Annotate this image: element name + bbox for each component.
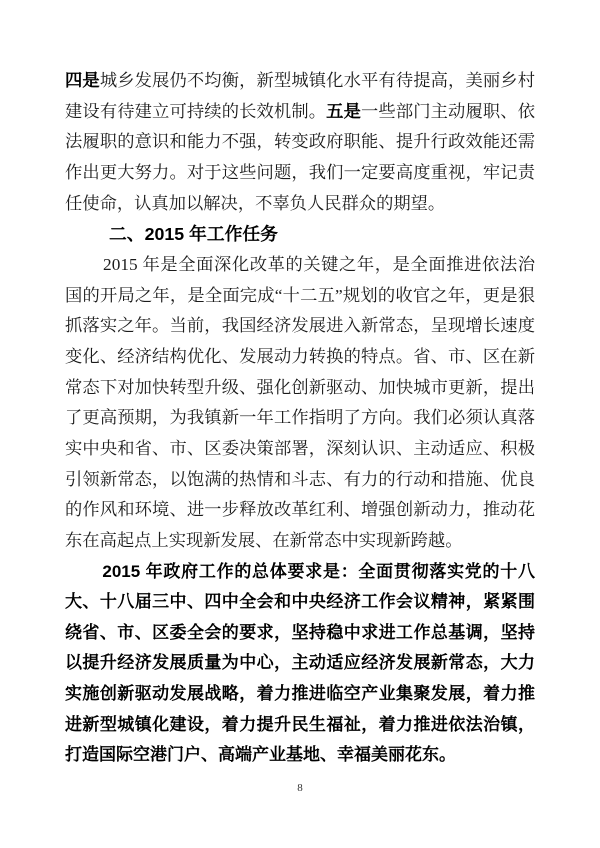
paragraph-2015-overview: 2015 年是全面深化改革的关键之年，是全面推进依法治国的开局之年，是全面完成“十二五”规划的收官之年，更是狠抓落实之年。当前，我国经济发展进入新常态，呈现增长速度变化、经济结构优化、发展动力转换的特点。省、市、区在新常态下对加快转型升级、强化创新驱动、加快城市更新，提出了更高预期，为我镇新一年工作指明了方向。我们必须认真落实中央和省、市、区委决策部署，深刻认识、主动适应、积极引领新常态，以饱满的热情和斗志、有力的行动和措施、优良的作风和环境、进一步释放改革红利、增强创新动力，推动花东在高起点上实现新发展、在新常态中实现新跨越。: [65, 254, 535, 550]
page-number: 8: [297, 782, 303, 794]
paragraph-run: 一些部门主动履职、依法履职的意识和能力不强，转变政府职能、提升行政效能还需作出更大努力。对于这些问题，我们一定要高度重视，牢记责任使命，认真加以解决，不辜负人民群众的期望。: [65, 101, 535, 213]
section-heading: 二、2015 年工作任务: [109, 224, 278, 245]
continued-paragraph: [65, 66, 535, 219]
bold-lead-si-shi: 四是: [65, 71, 100, 90]
bold-lead-wu-shi: 五是: [326, 101, 361, 121]
paragraph-run: 城乡发展仍不均衡，新型城镇化水平有待提高，美丽乡村建设有待建立可持续的长效机制。: [65, 71, 535, 121]
paragraph-overall-requirements: 2015 年政府工作的总体要求是：全面贯彻落实党的十八大、十八届三中、四中全会和中央经济工作会议精神，紧紧围绕省、市、区委全会的要求，坚持稳中求进工作总基调，坚持以提升经济发展质量为中心，主动适应经济发展新常态，大力实施创新驱动发展战略，着力推进临空产业集聚发展，着力推进新型城镇化建设，着力提升民生福祉，着力推进依法治镇，打造国际空港门户、高端产业基地、幸福美丽花东。: [65, 561, 535, 765]
text-block: [65, 66, 535, 771]
